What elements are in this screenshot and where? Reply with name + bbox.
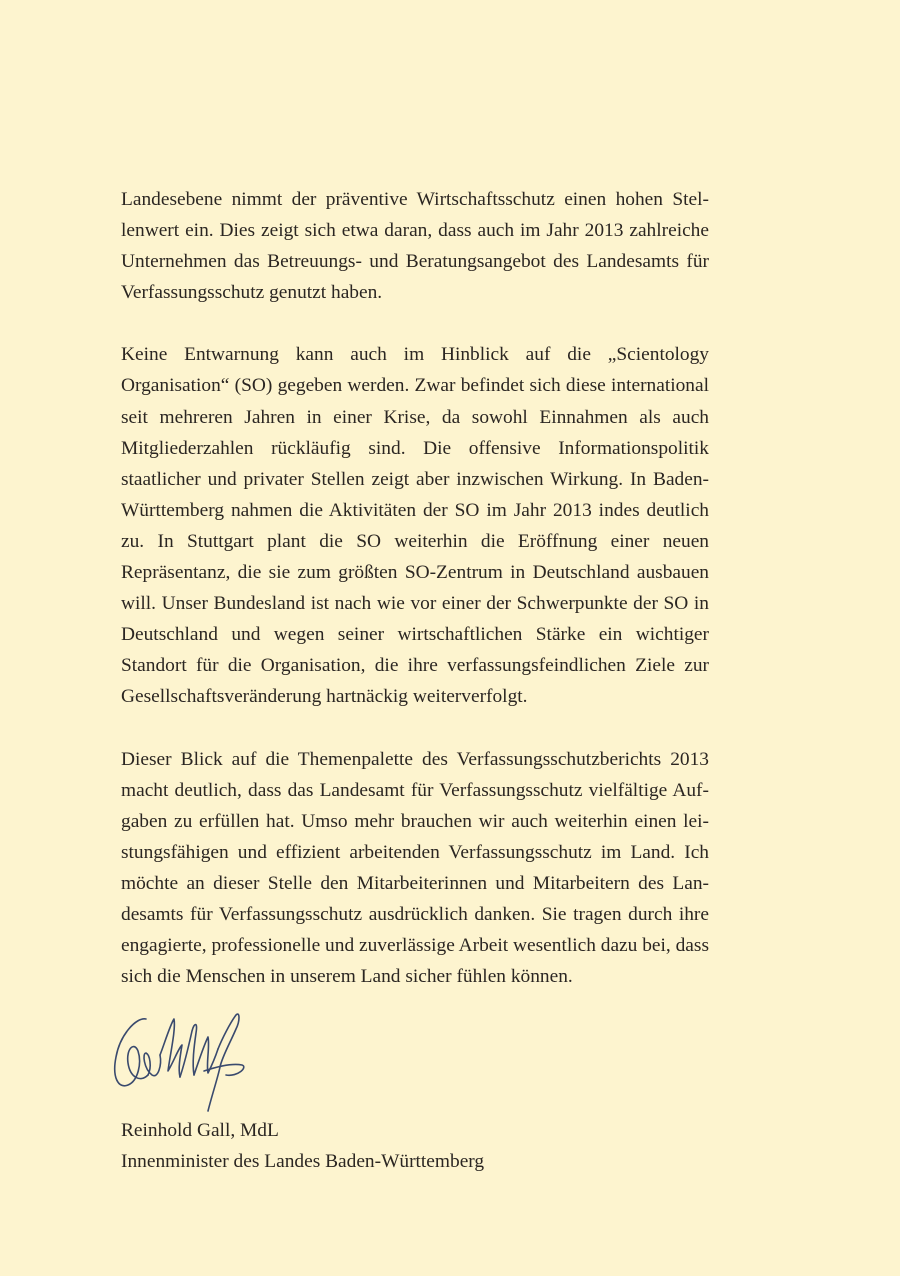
signer-title: Innenminister des Landes Baden-Württemberg (121, 1151, 485, 1172)
signer-name: Reinhold Gall, MdL (121, 1120, 279, 1141)
signer-block (121, 1115, 721, 1177)
paragraph-thanks: Dieser Blick auf die Themenpalette des Verfassungsschutzberichts 2013 macht deutlich, dass das Landesamt für Verfassungsschutz vielfältige Aufgaben zu erfüllen hat. Umso mehr brauchen wir auch weiterhin einen leistungsfähigen und effizient arbeitenden Verfassungsschutz im Land. Ich möchte an dieser Stelle den Mitarbeiterinnen und Mitarbeitern des Landesamts für Verfassungsschutz ausdrücklich danken. Sie tragen durch ihre engagierte, professionelle und zuverlässige Arbeit wesentlich dazu bei, dass sich die Menschen in unserem Land sicher fühlen können. (121, 748, 709, 988)
letter-body (121, 184, 709, 992)
handwritten-signature-icon (108, 1005, 258, 1115)
paragraph-scientology: Keine Entwarnung kann auch im Hinblick auf die „Scientology Organisation“ (SO) gegeben werden. Zwar befindet sich diese international seit mehreren Jahren in einer Krise, da sowohl Einnahmen als auch Mitgliederzahlen rückläufig sind. Die offensive Informationspolitik staatlicher und privater Stellen zeigt aber inzwischen Wirkung. In Baden-Württemberg nahmen die Aktivitäten der SO im Jahr 2013 indes deutlich zu. In Stuttgart plant die SO weiterhin die Eröffnung einer neuen Repräsentanz, die sie zum größten SO-Zentrum in Deutschland ausbauen will. Unser Bundesland ist nach wie vor einer der Schwerpunkte der SO in Deutschland und wegen seiner wirtschaftlichen Stärke ein wichtiger Standort für die Organisation, die ihre verfassungsfeindlichen Ziele zur Gesellschaftsveränderung hartnäckig weiterverfolgt. (121, 344, 709, 708)
paragraph-economic-protection: Landesebene nimmt der präventive Wirtschaftsschutz einen hohen Stellenwert ein. Dies zeigt sich etwa daran, dass auch im Jahr 2013 zahlreiche Unternehmen das Betreuungs- und Beratungsangebot des Landesamts für Verfassungsschutz genutzt haben. (121, 189, 709, 304)
